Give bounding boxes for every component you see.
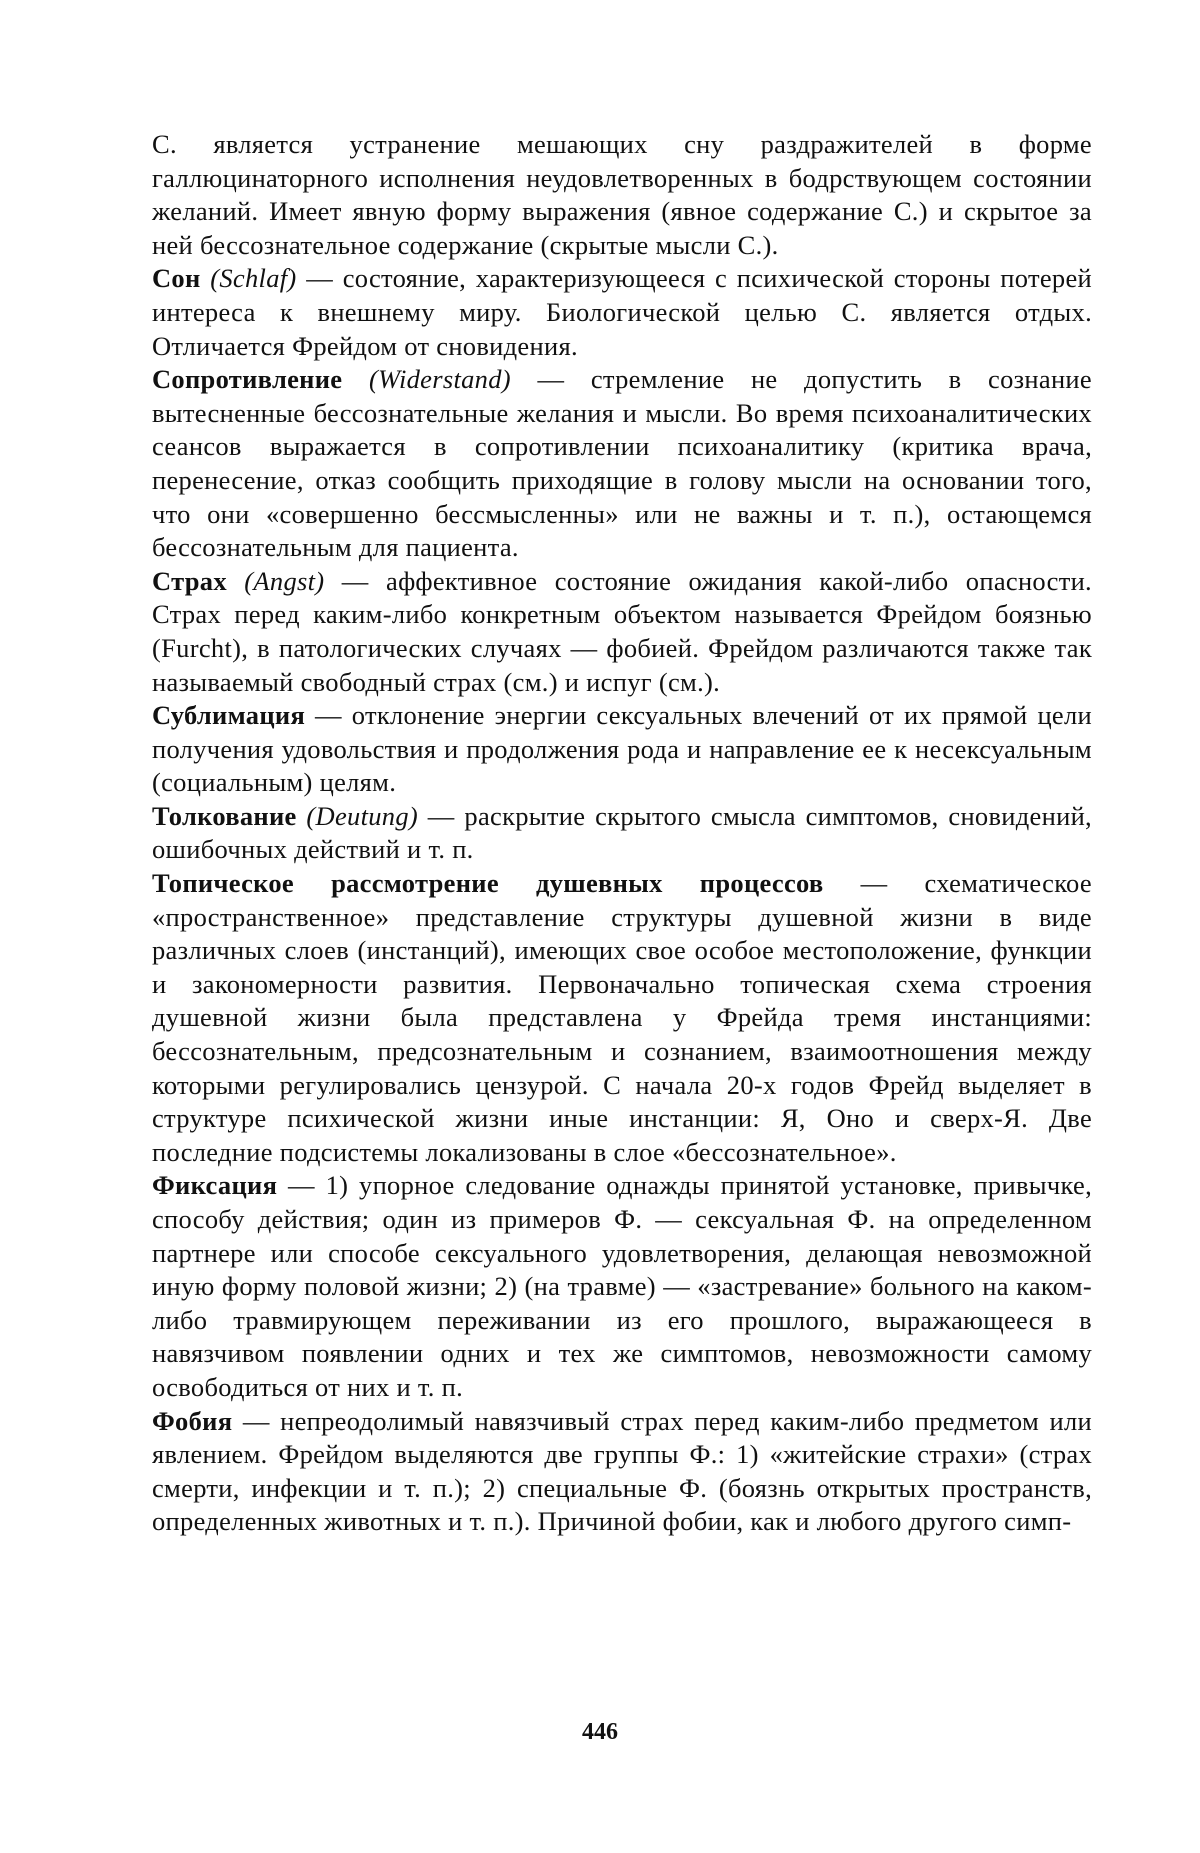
- entry-definition: — схематическое «пространственное» представление структуры душевной жизни в виде различных слоев (инстанций), имеющих свое особое местоположение, функции и закономерности развития. Первоначально топическая схема строения душевной жизни была представлена у Фрейда тремя инстанциями: бессознательным, предсознательным и сознанием, взаимоотношения между которыми регулировались цензурой. С начала 20-х годов Фрейд выделяет в структуре психической жизни иные инстанции: Я, Оно и сверх-Я. Две последние подсистемы локализованы в слое «бессознательное».: [152, 868, 1092, 1167]
- entry-term: Толкование: [152, 801, 297, 831]
- page-number: 446: [0, 1719, 1200, 1746]
- entry-definition: — аффективное состояние ожидания какой-либо опасности. Страх перед каким-либо конкретным объектом называется Фрейдом боязнью (Furcht), в патологических случаях — фобией. Фрейдом различаются также так называемый свободный страх (см.) и испуг (см.).: [152, 566, 1092, 697]
- entry-definition: — отклонение энергии сексуальных влечений от их прямой цели получения удовольствия и продолжения рода и направление ее к несексуальным (социальным) целям.: [152, 700, 1092, 797]
- entry-soprotivlenie: [152, 363, 1092, 565]
- entry-definition: — состояние, характеризующееся с психической стороны потерей интереса к внешнему миру. Биологической целью С. является отдых. Отличается Фрейдом от сновидения.: [152, 263, 1092, 360]
- entry-definition: — раскрытие скрытого смысла симптомов, сновидений, ошибочных действий и т. п.: [152, 801, 1092, 865]
- entry-original-term: (Widerstand): [369, 364, 511, 394]
- entry-strakh: [152, 565, 1092, 699]
- entry-topicheskoe: [152, 867, 1092, 1169]
- entry-tolkovanie: [152, 800, 1092, 867]
- entry-term: Топическое рассмотрение душевных процессов: [152, 868, 824, 898]
- dictionary-text: [152, 128, 1092, 1539]
- entry-fobiya: [152, 1405, 1092, 1539]
- entry-sublimatsiya: [152, 699, 1092, 800]
- entry-son: [152, 262, 1092, 363]
- entry-term: Страх: [152, 566, 227, 596]
- entry-original-term: (Angst): [244, 566, 324, 596]
- paragraph-continuation: [152, 128, 1092, 262]
- entry-term: Сопротивление: [152, 364, 342, 394]
- entry-original-term: (Deutung): [306, 801, 418, 831]
- entry-definition: — непреодолимый навязчивый страх перед каким-либо предметом или явлением. Фрейдом выделяются две группы Ф.: 1) «житейские страхи» (страх смерти, инфекции и т. п.); 2) специальные Ф. (боязнь открытых пространств, определенных животных и т. п.). Причиной фобии, как и любого другого симп-: [152, 1406, 1092, 1537]
- paragraph-text: С. является устранение мешающих сну раздражителей в форме галлюцинаторного исполнения неудовлетворенных в бодрствующем состоянии желаний. Имеет явную форму выражения (явное содержание С.) и скрытое за ней бессознательное содержание (скрытые мысли С.).: [152, 129, 1092, 260]
- entry-fiksatsiya: [152, 1169, 1092, 1404]
- entry-original-term: (Schlaf): [210, 263, 296, 293]
- entry-term: Сублимация: [152, 700, 305, 730]
- entry-term: Сон: [152, 263, 201, 293]
- entry-definition: — стремление не допустить в сознание вытесненные бессознательные желания и мысли. Во время психоаналитических сеансов выражается в сопротивлении психоаналитику (критика врача, перенесение, отказ сообщить приходящие в голову мысли на основании того, что они «совершенно бессмысленны» или не важны и т. п.), остающемся бессознательным для пациента.: [152, 364, 1092, 562]
- entry-term: Фиксация: [152, 1170, 277, 1200]
- entry-term: Фобия: [152, 1406, 232, 1436]
- entry-definition: — 1) упорное следование однажды принятой установке, привычке, способу действия; один из примеров Ф. — сексуальная Ф. на определенном партнере или способе сексуального удовлетворения, делающая невозможной иную форму половой жизни; 2) (на травме) — «застревание» больного на каком-либо травмирующем переживании из его прошлого, выражающееся в навязчивом появлении одних и тех же симптомов, невозможности самому освободиться от них и т. п.: [152, 1170, 1092, 1402]
- book-page: [0, 0, 1200, 1853]
